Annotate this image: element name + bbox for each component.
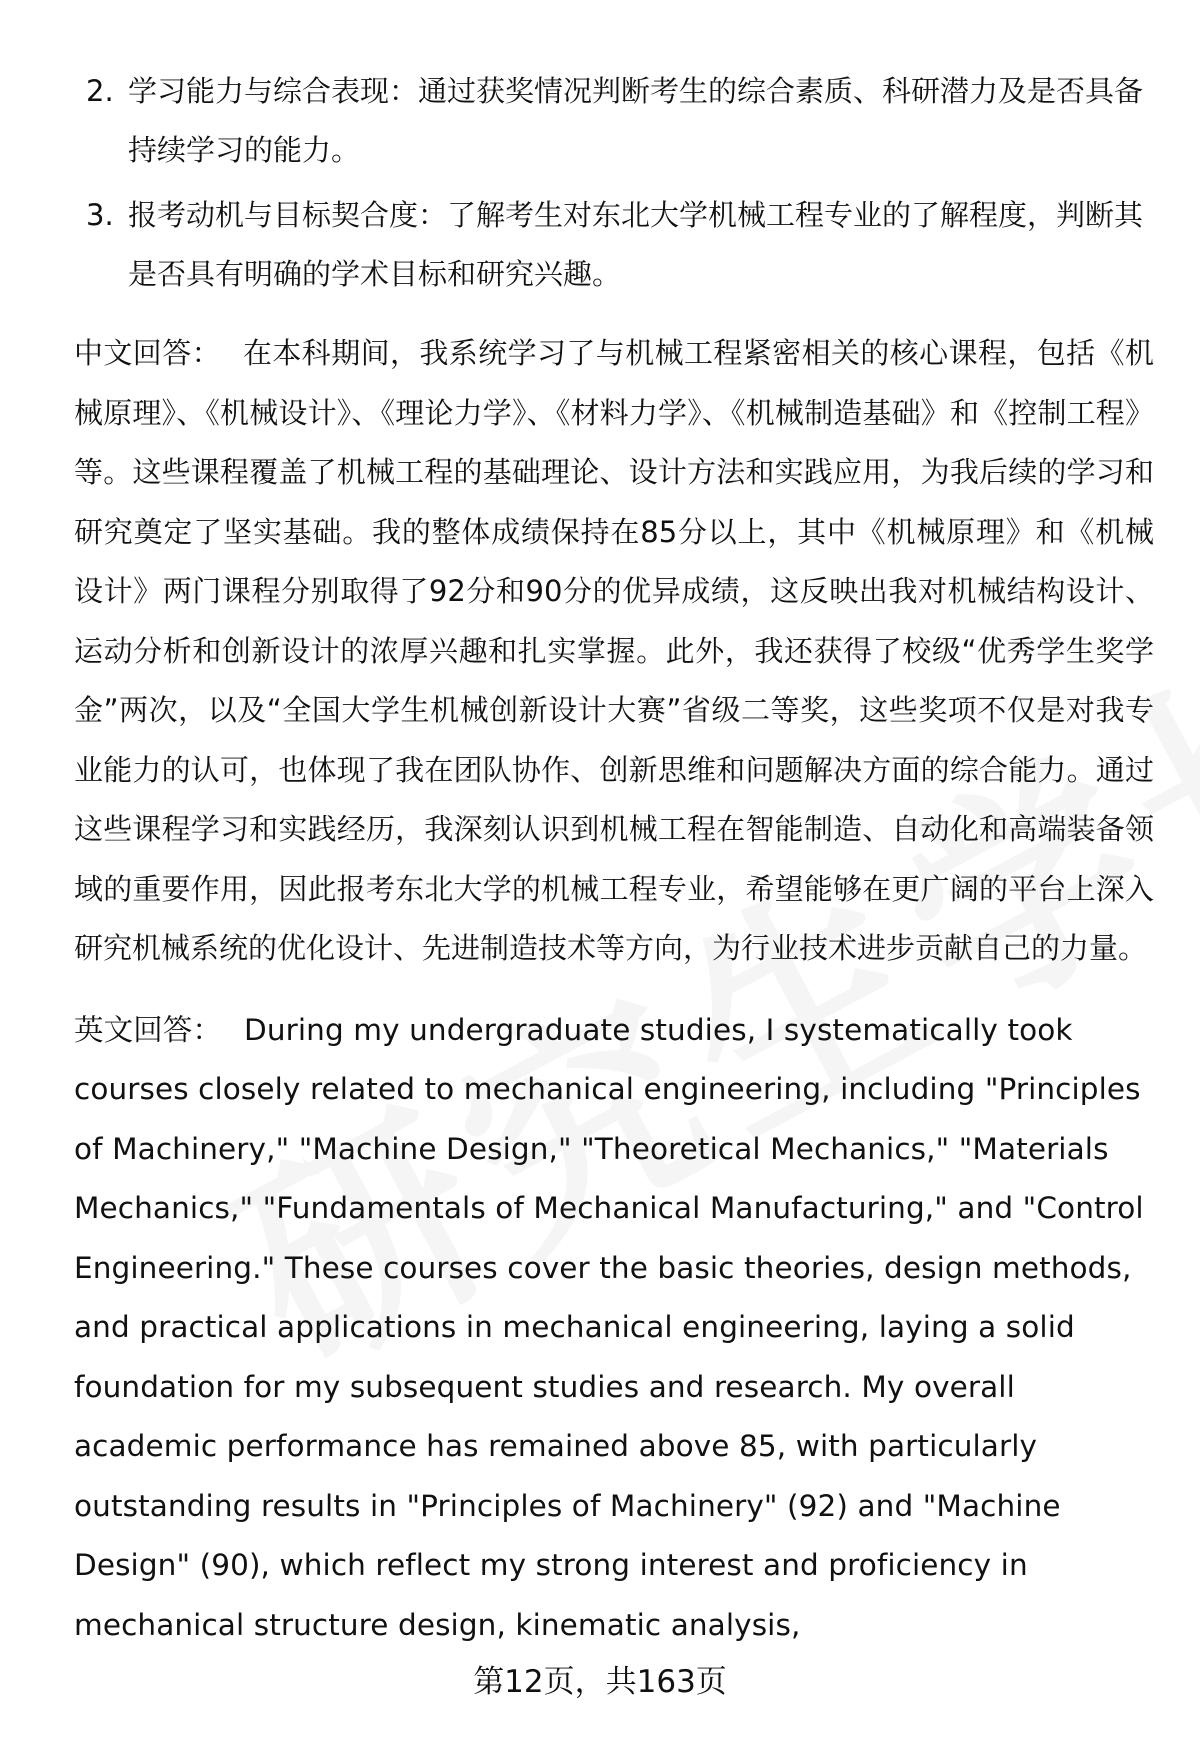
english-answer-paragraph <box>74 1001 1154 1656</box>
list-item-text: 报考动机与目标契合度：了解考生对东北大学机械工程专业的了解程度，判断其是否具有明确的学术目标和研究兴趣。 <box>128 198 1144 291</box>
english-answer-label: 英文回答： <box>74 1012 223 1047</box>
chinese-answer-label: 中文回答： <box>74 336 221 370</box>
list-item-number: 3. <box>86 198 114 232</box>
chinese-answer-paragraph <box>74 324 1154 979</box>
page-number-footer: 第12页，共163页 <box>473 1664 727 1700</box>
english-answer-text: During my undergraduate studies, I systematically took courses closely related to mechanical engineering, including "Principles of Machinery," "Machine Design," "Theoretical Mechanics," "Materials Mechanics," "Fundamentals of Mechanical Manufacturing," and "Control Engineering." These courses cover the basic theories, design methods, and practical applications in mechanical engineering, laying a solid foundation for my subsequent studies and research. My overall academic performance has remained above 85, with particularly outstanding results in "Principles of Machinery" (92) and "Machine Design" (90), which reflect my strong interest and proficiency in mechanical structure design, kinematic analysis, <box>74 1012 1144 1642</box>
list-item-number: 2. <box>86 74 114 108</box>
list-item <box>74 62 1154 180</box>
chinese-answer-text: 在本科期间，我系统学习了与机械工程紧密相关的核心课程，包括《机械原理》、《机械设计》、《理论力学》、《材料力学》、《机械制造基础》和《控制工程》等。这些课程覆盖了机械工程的基础理论、设计方法和实践应用，为我后续的学习和研究奠定了坚实基础。我的整体成绩保持在85分以上，其中《机械原理》和《机械设计》两门课程分别取得了92分和90分的优异成绩，这反映出我对机械结构设计、运动分析和创新设计的浓厚兴趣和扎实掌握。此外，我还获得了校级“优秀学生奖学金”两次，以及“全国大学生机械创新设计大赛”省级二等奖，这些奖项不仅是对我专业能力的认可，也体现了我在团队协作、创新思维和问题解决方面的综合能力。通过这些课程学习和实践经历，我深刻认识到机械工程在智能制造、自动化和高端装备领域的重要作用，因此报考东北大学的机械工程专业，希望能够在更广阔的平台上深入研究机械系统的优化设计、先进制造技术等方向，为行业技术进步贡献自己的力量。 <box>74 336 1154 965</box>
list-item <box>74 186 1154 304</box>
page-content <box>74 62 1154 1655</box>
interview-criteria-list <box>74 62 1154 304</box>
list-item-text: 学习能力与综合表现：通过获奖情况判断考生的综合素质、科研潜力及是否具备持续学习的能力。 <box>128 74 1144 167</box>
